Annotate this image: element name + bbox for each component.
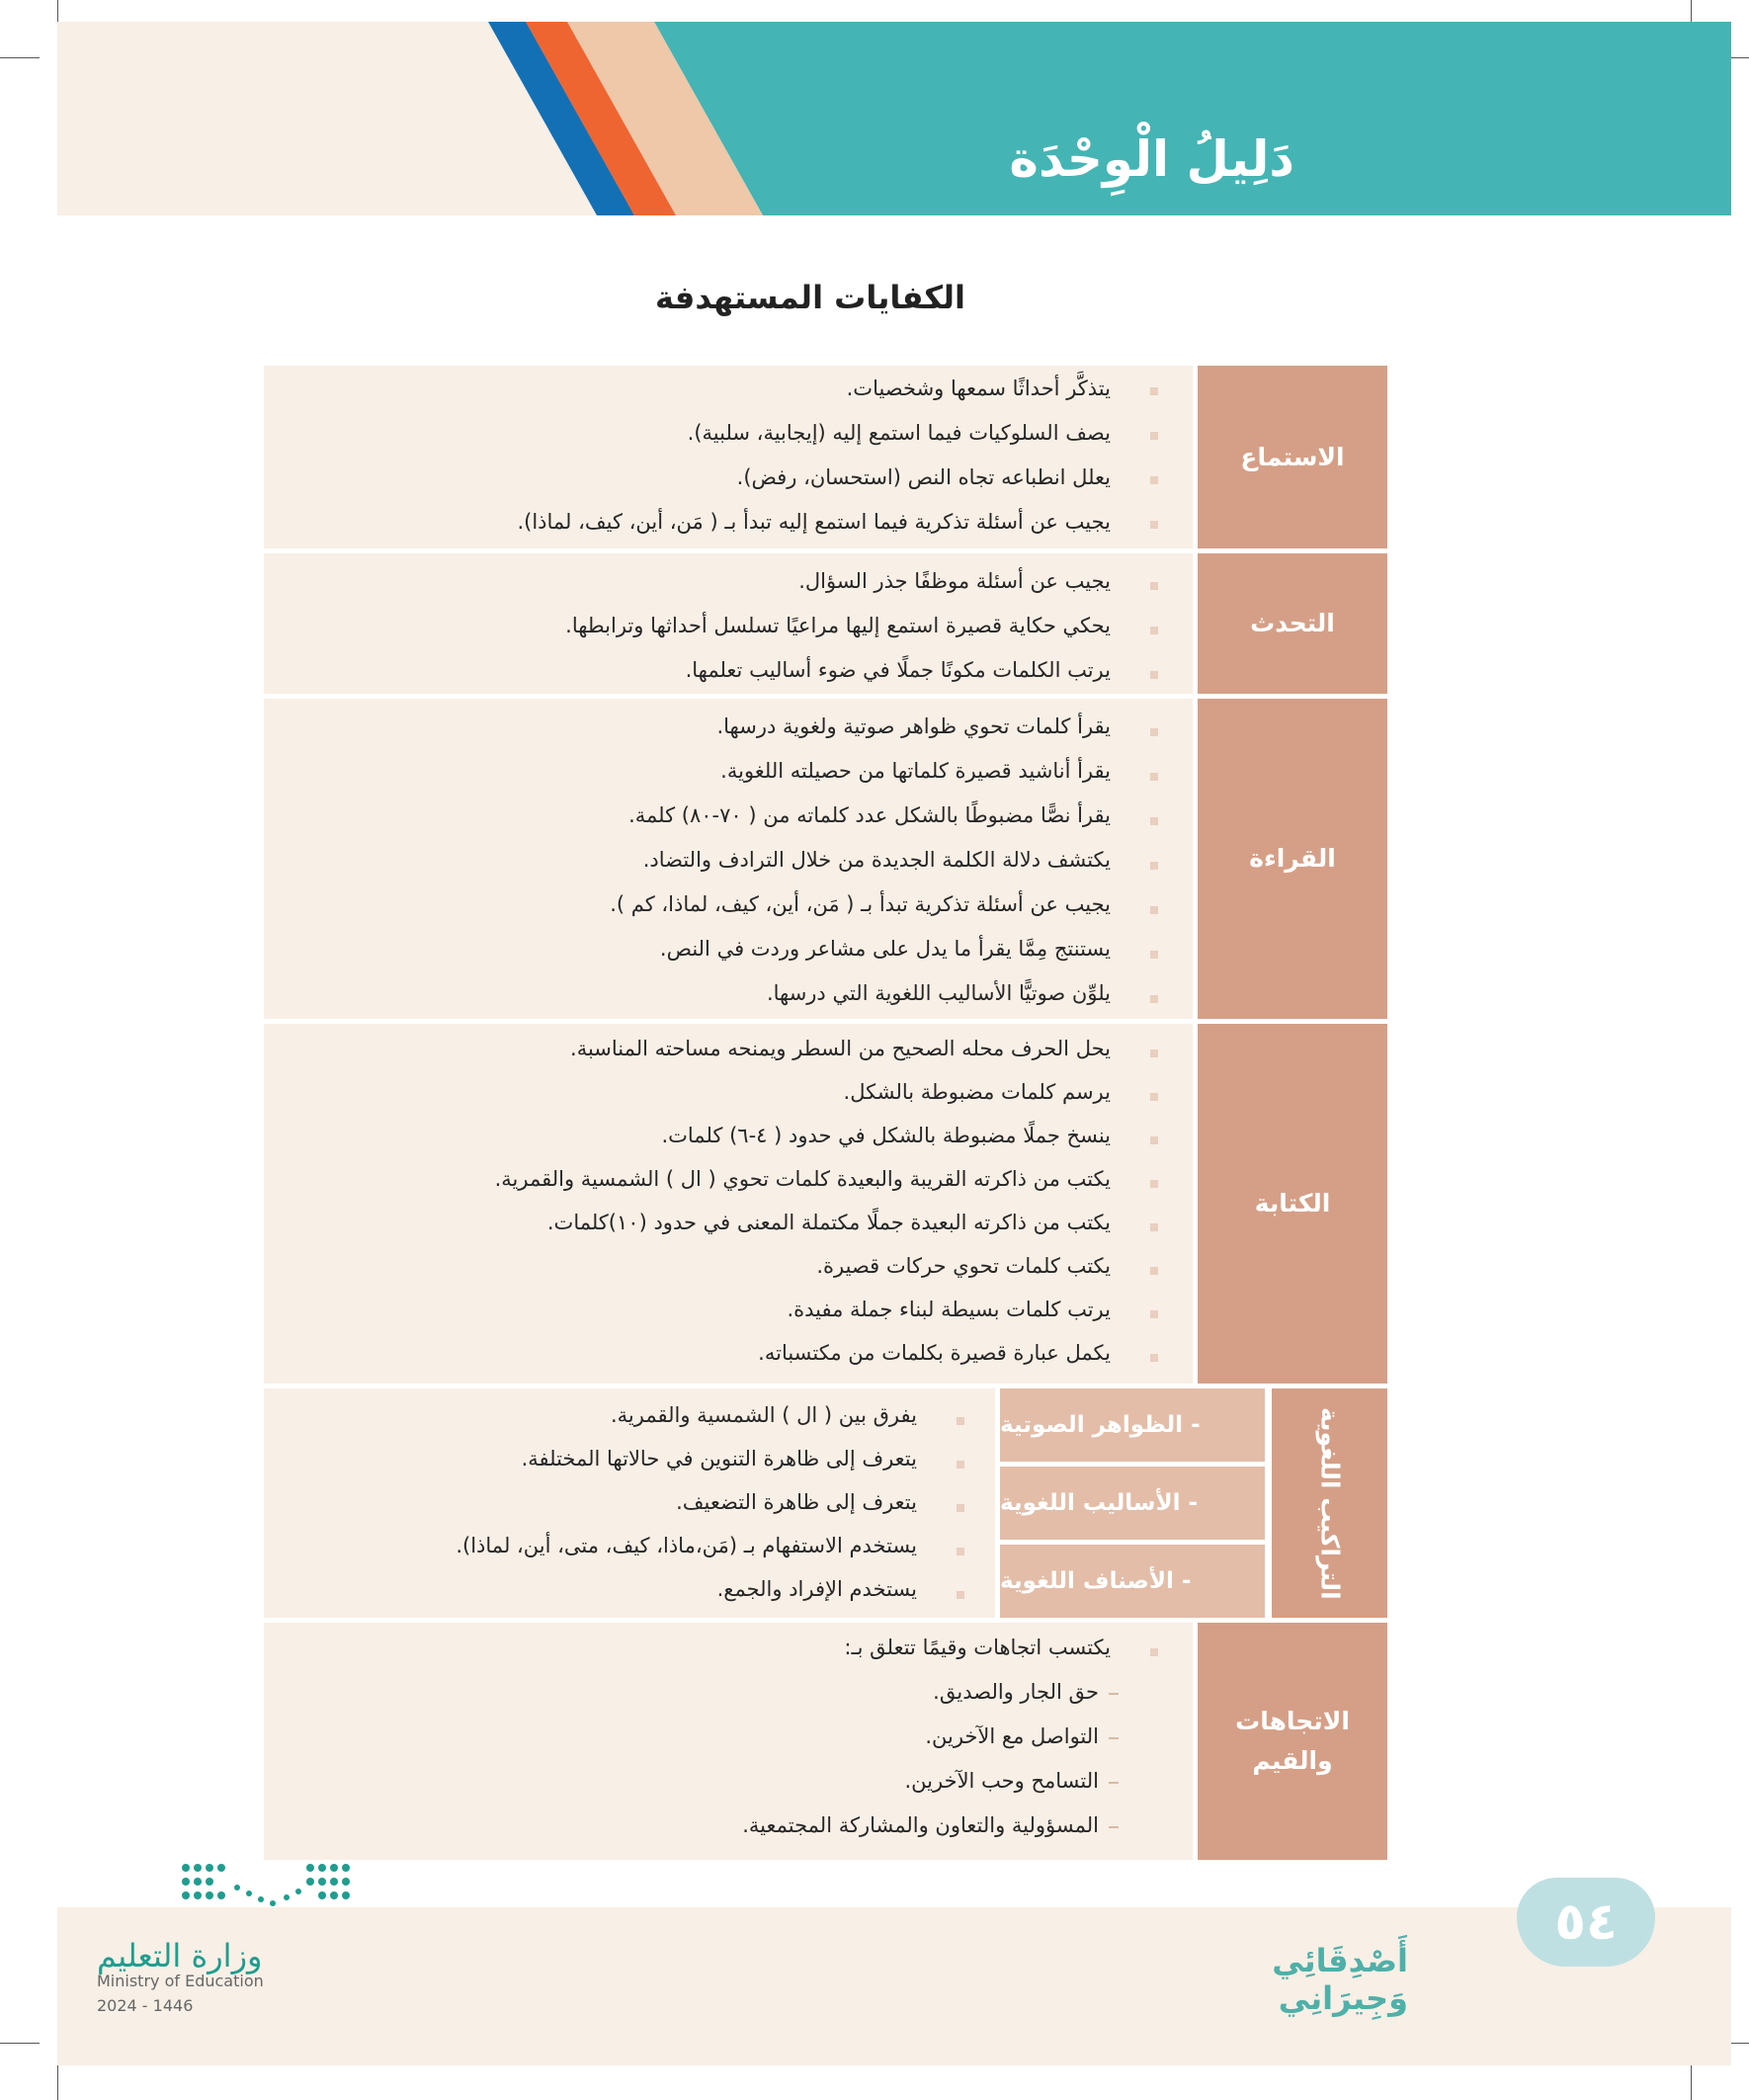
speaking-label: التحدث — [1198, 553, 1387, 694]
unit-title: دَلِيلُ الْوِحْدَة — [1009, 130, 1294, 188]
sub-types: - الأصناف اللغوية — [1000, 1545, 1265, 1618]
ministry-logo-icon — [178, 1858, 356, 1917]
ministry-name-ar: وزارة التعليم — [97, 1937, 263, 1974]
bullet-icon — [1150, 1180, 1158, 1188]
writing-item: يكتب كلمات تحوي حركات قصيرة. — [816, 1254, 1111, 1278]
listening-item: يجيب عن أسئلة تذكرية فيما استمع إليه تبدأ بـ ( مَن، أين، كيف، لماذا). — [517, 510, 1111, 534]
reading-item: يقرأ نصًّا مضبوطًا بالشكل عدد كلماته من ( ٧٠-٨٠) كلمة. — [628, 803, 1111, 827]
bullet-icon — [1150, 951, 1158, 959]
bullet-icon — [957, 1591, 964, 1599]
bullet-icon — [1150, 671, 1158, 679]
bullet-icon — [957, 1548, 964, 1555]
bullet-icon — [1150, 1093, 1158, 1101]
reading-item: يجيب عن أسئلة تذكرية تبدأ بـ ( مَن، أين، كيف، لماذا، كم ). — [610, 892, 1111, 916]
crop-mark — [0, 2043, 40, 2044]
bullet-icon — [1150, 1136, 1158, 1144]
bullet-icon — [1150, 521, 1158, 529]
speaking-item: يرتب الكلمات مكونًا جملًا في ضوء أساليب تعلمها. — [685, 658, 1111, 682]
ministry-name-en: Ministry of Education — [97, 1972, 264, 1990]
writing-item: يرسم كلمات مضبوطة بالشكل. — [843, 1080, 1111, 1104]
writing-item: يكتب من ذاكرته البعيدة جملًا مكتملة المعنى في حدود (١٠)كلمات. — [546, 1211, 1111, 1234]
bullet-icon — [1150, 1648, 1158, 1656]
bullet-icon — [1150, 387, 1158, 395]
writing-item: يكمل عبارة قصيرة بكلمات من مكتسباته. — [758, 1341, 1111, 1365]
values-item: المسؤولية والتعاون والمشاركة المجتمعية. — [742, 1813, 1099, 1837]
dash-icon — [1109, 1693, 1119, 1695]
reading-item: يكتشف دلالة الكلمة الجديدة من خلال الترادف والتضاد. — [642, 848, 1111, 872]
writing-label: الكتابة — [1198, 1024, 1387, 1384]
dash-icon — [1109, 1782, 1119, 1784]
bullet-icon — [1150, 1223, 1158, 1231]
bullet-icon — [1150, 432, 1158, 440]
sub-styles: - الأساليب اللغوية — [1000, 1467, 1265, 1540]
reading-label: القراءة — [1198, 699, 1387, 1019]
writing-panel — [264, 1024, 1193, 1384]
dash-icon — [1109, 1737, 1119, 1739]
values-label: الاتجاهات والقيم — [1198, 1623, 1387, 1860]
writing-item: يرتب كلمات بسيطة لبناء جملة مفيدة. — [787, 1298, 1111, 1321]
values-item: حق الجار والصديق. — [933, 1680, 1099, 1704]
values-intro: يكتسب اتجاهات وقيمًا تتعلق بـ: — [844, 1636, 1111, 1659]
bullet-icon — [1150, 817, 1158, 825]
bullet-icon — [1150, 1050, 1158, 1057]
reading-item: يلوِّن صوتيًّا الأساليب اللغوية التي درسها. — [766, 981, 1111, 1005]
structures-item: يفرق بين ( ال ) الشمسية والقمرية. — [611, 1403, 917, 1427]
structures-item: يستخدم الإفراد والجمع. — [716, 1577, 917, 1601]
reading-item: يقرأ أناشيد قصيرة كلماتها من حصيلته اللغوية. — [720, 759, 1111, 783]
bullet-icon — [957, 1417, 964, 1425]
crop-mark — [57, 2060, 58, 2100]
reading-item: يقرأ كلمات تحوي ظواهر صوتية ولغوية درسها. — [716, 714, 1111, 738]
bullet-icon — [1150, 582, 1158, 590]
bullet-icon — [957, 1504, 964, 1512]
writing-item: ينسخ جملًا مضبوطة بالشكل في حدود ( ٤-٦) كلمات. — [661, 1124, 1111, 1147]
bullet-icon — [1150, 627, 1158, 634]
listening-item: يعلل انطباعه تجاه النص (استحسان، رفض). — [736, 465, 1111, 489]
bullet-icon — [1150, 906, 1158, 914]
section-title: الكفايات المستهدفة — [655, 279, 965, 316]
header-stripes — [0, 0, 1749, 227]
speaking-item: يحكي حكاية قصيرة استمع إليها مراعيًا تسلسل أحداثها وترابطها. — [565, 614, 1111, 637]
structures-label: التراكيب اللغوية — [1272, 1388, 1387, 1618]
values-item: التسامح وحب الآخرين. — [904, 1769, 1099, 1793]
crop-mark — [1691, 2060, 1692, 2100]
bullet-icon — [1150, 995, 1158, 1003]
bullet-icon — [1150, 1354, 1158, 1362]
footer-band — [57, 1907, 1731, 2065]
writing-item: يحل الحرف محله الصحيح من السطر ويمنحه مساحته المناسبة. — [570, 1037, 1111, 1060]
unit-name: أَصْدِقَائِي وَجِيرَانِي — [1272, 1942, 1408, 2017]
values-item: التواصل مع الآخرين. — [925, 1724, 1099, 1748]
dash-icon — [1109, 1826, 1119, 1828]
bullet-icon — [1150, 1267, 1158, 1275]
speaking-item: يجيب عن أسئلة موظفًا جذر السؤال. — [798, 569, 1111, 593]
structures-item: يتعرف إلى ظاهرة التضعيف. — [676, 1490, 917, 1514]
structures-item: يستخدم الاستفهام بـ (مَن،ماذا، كيف، متى، أين، لماذا). — [456, 1534, 917, 1557]
listening-label: الاستماع — [1198, 366, 1387, 548]
bullet-icon — [957, 1461, 964, 1469]
bullet-icon — [1150, 476, 1158, 484]
page-number: ٥٤ — [1517, 1878, 1655, 1967]
writing-item: يكتب من ذاكرته القريبة والبعيدة كلمات تحوي ( ال ) الشمسية والقمرية. — [494, 1167, 1111, 1191]
bullet-icon — [1150, 1310, 1158, 1318]
listening-item: يصف السلوكيات فيما استمع إليه (إيجابية، سلبية). — [687, 421, 1111, 445]
reading-item: يستنتج مِمَّا يقرأ ما يدل على مشاعر وردت في النص. — [659, 937, 1111, 961]
listening-item: يتذكَّر أحداثًا سمعها وشخصيات. — [846, 377, 1111, 400]
bullet-icon — [1150, 728, 1158, 736]
bullet-icon — [1150, 773, 1158, 781]
bullet-icon — [1150, 862, 1158, 870]
edition-year: 2024 - 1446 — [97, 1996, 194, 2015]
structures-item: يتعرف إلى ظاهرة التنوين في حالاتها المختلفة. — [521, 1447, 917, 1470]
sub-phonetic: - الظواهر الصوتية — [1000, 1388, 1265, 1462]
